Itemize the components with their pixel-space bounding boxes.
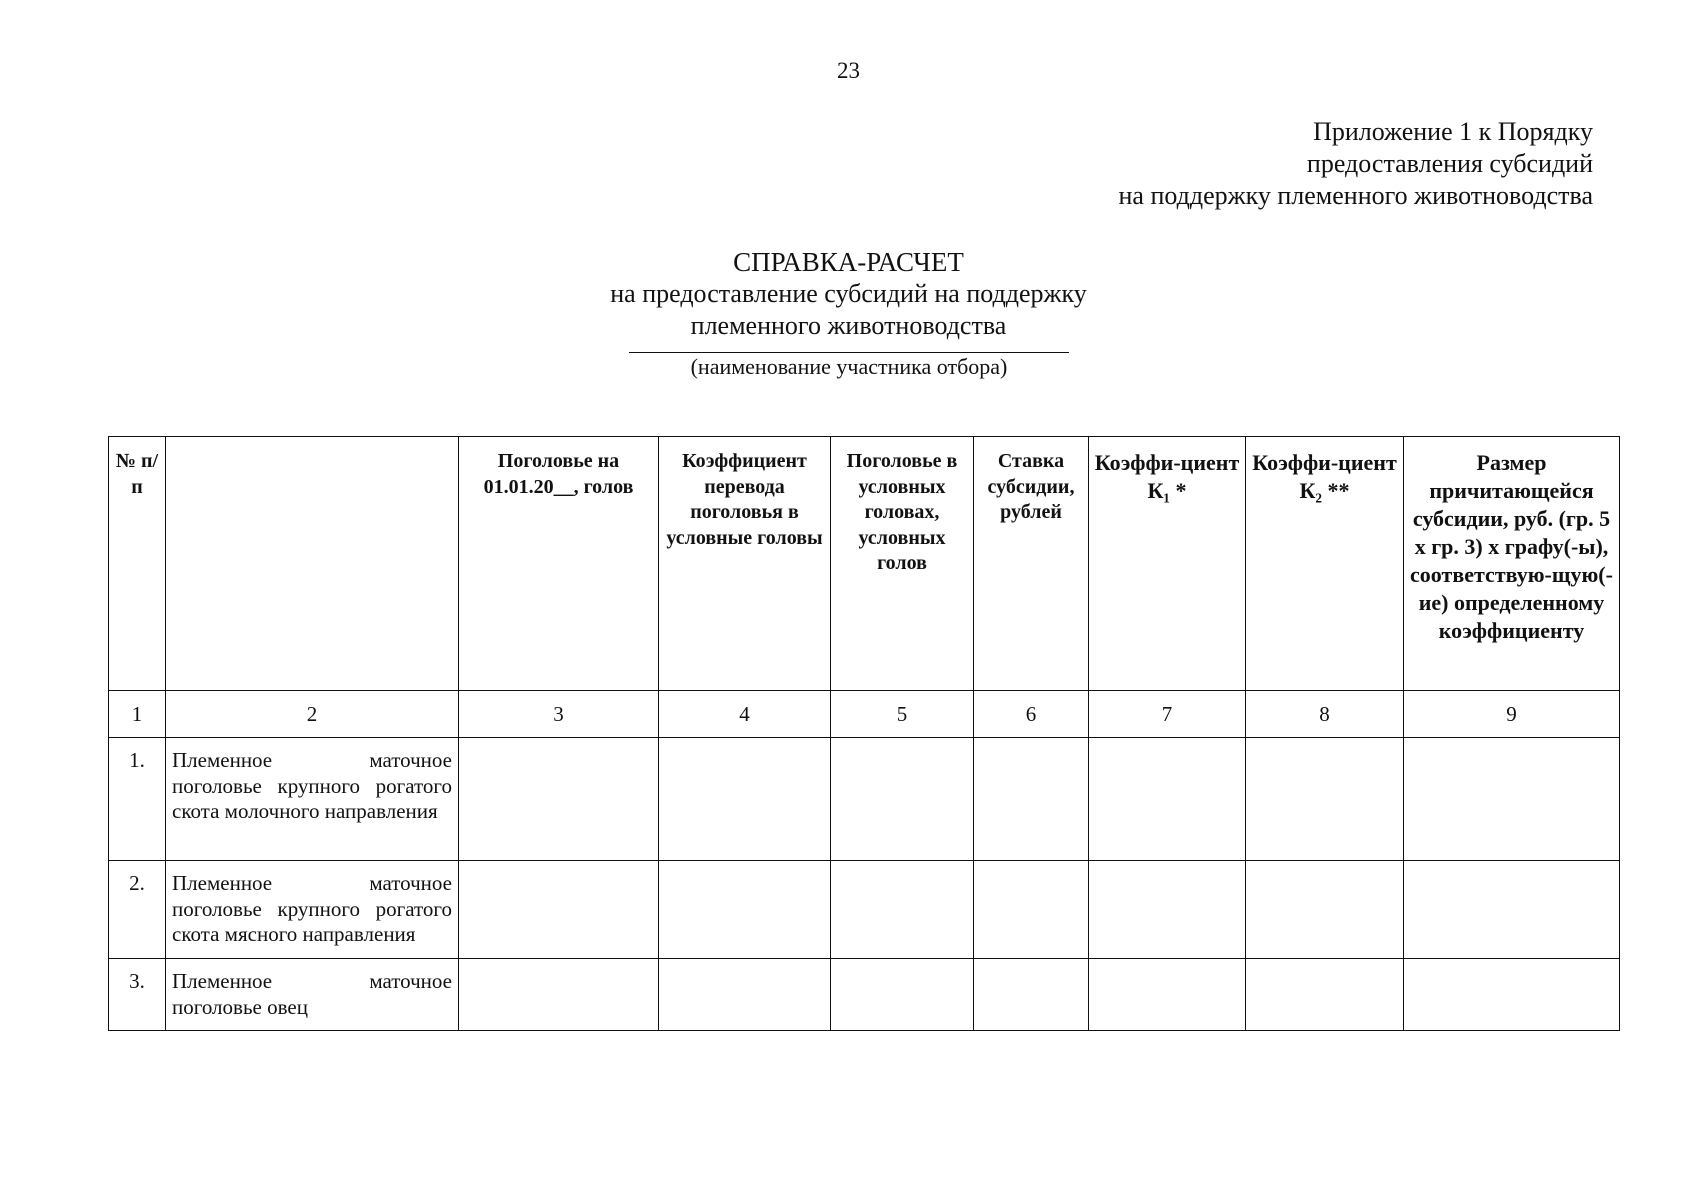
header-cell-6: Ставка субсидии, рублей	[974, 437, 1089, 691]
appendix-line-3: на поддержку племенного животноводства	[1118, 181, 1593, 210]
row-name: Племенное маточное поголовье овец	[166, 959, 459, 1031]
empty-cell	[831, 738, 974, 861]
column-number: 8	[1246, 691, 1404, 738]
empty-cell	[659, 959, 831, 1031]
calculation-table	[108, 436, 1620, 1031]
column-number-row	[109, 691, 1620, 738]
row-name: Племенное маточное поголовье крупного рогатого скота мясного направления	[166, 861, 459, 959]
row-index: 3.	[109, 959, 166, 1031]
header-cell-1: № п/п	[109, 437, 166, 691]
column-number: 5	[831, 691, 974, 738]
empty-cell	[659, 738, 831, 861]
column-number: 6	[974, 691, 1089, 738]
empty-cell	[1089, 861, 1246, 959]
column-number: 9	[1404, 691, 1620, 738]
header-cell-8: Коэффи-циент К₂ **	[1246, 437, 1404, 691]
empty-cell	[1404, 959, 1620, 1031]
table-row	[109, 738, 1620, 861]
title-subtitle-2: племенного животноводства	[690, 311, 1007, 340]
row-index: 1.	[109, 738, 166, 861]
header-cell-5: Поголовье в условных головах, условных голов	[831, 437, 974, 691]
header-cell-7: Коэффи-циент К₁ *	[1089, 437, 1246, 691]
empty-cell	[831, 861, 974, 959]
participant-name-field	[629, 352, 1069, 381]
empty-cell	[459, 861, 659, 959]
empty-cell	[974, 959, 1089, 1031]
empty-cell	[974, 861, 1089, 959]
empty-cell	[459, 959, 659, 1031]
column-number: 3	[459, 691, 659, 738]
empty-cell	[831, 959, 974, 1031]
row-name: Племенное маточное поголовье крупного рогатого скота молочного направления	[166, 738, 459, 861]
participant-caption: (наименование участника отбора)	[690, 354, 1008, 379]
table-row	[109, 861, 1620, 959]
title-subtitle-1: на предоставление субсидий на поддержку	[610, 279, 1087, 308]
appendix-reference	[1119, 116, 1593, 212]
appendix-line-1: Приложение 1 к Порядку	[1313, 117, 1593, 146]
empty-cell	[1246, 861, 1404, 959]
empty-cell	[1246, 959, 1404, 1031]
column-number: 4	[659, 691, 831, 738]
header-cell-4: Коэффициент перевода поголовья в условные головы	[659, 437, 831, 691]
page-number: 23	[837, 58, 860, 83]
empty-cell	[1404, 861, 1620, 959]
header-cell-9: Размер причитающейся субсидии, руб. (гр. 5 х гр. 3) х графу(-ы), соответствую-щую(-ие) определенному коэффициенту	[1404, 437, 1620, 691]
row-index: 2.	[109, 861, 166, 959]
table-header-row	[109, 437, 1620, 691]
table-row	[109, 959, 1620, 1031]
empty-cell	[974, 738, 1089, 861]
empty-cell	[1246, 738, 1404, 861]
empty-cell	[1089, 738, 1246, 861]
empty-cell	[1404, 738, 1620, 861]
column-number: 7	[1089, 691, 1246, 738]
empty-cell	[459, 738, 659, 861]
column-number: 2	[166, 691, 459, 738]
title-main: СПРАВКА-РАСЧЕТ	[733, 247, 964, 277]
column-number: 1	[109, 691, 166, 738]
header-cell-2	[166, 437, 459, 691]
appendix-line-2: предоставления субсидий	[1306, 149, 1593, 178]
document-title	[0, 246, 1697, 342]
header-cell-3: Поголовье на 01.01.20__, голов	[459, 437, 659, 691]
empty-cell	[1089, 959, 1246, 1031]
empty-cell	[659, 861, 831, 959]
